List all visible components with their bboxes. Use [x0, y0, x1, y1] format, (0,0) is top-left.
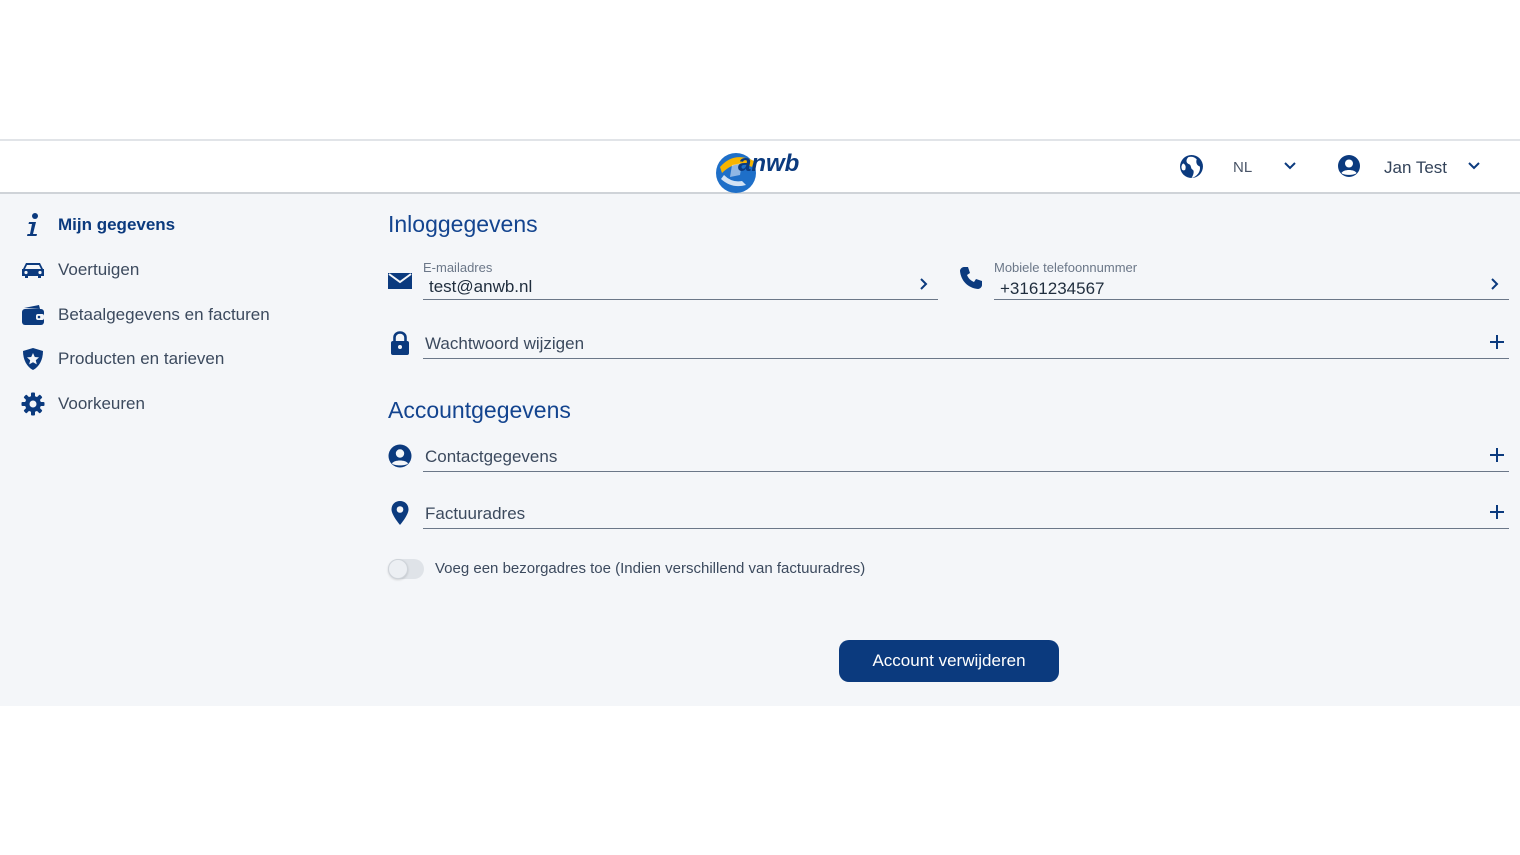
shield-star-icon: [20, 346, 46, 372]
chevron-down-icon[interactable]: [1466, 158, 1482, 174]
email-value: test@anwb.nl: [429, 277, 533, 296]
toggle-knob: [388, 559, 408, 579]
delete-account-button[interactable]: Account verwijderen: [839, 640, 1059, 682]
email-field[interactable]: [423, 262, 938, 300]
gear-icon: [20, 391, 46, 417]
sidebar-item-label: Voorkeuren: [58, 394, 145, 413]
lock-icon: [387, 330, 413, 356]
contact-label: Contactgegevens: [425, 447, 558, 466]
plus-icon: [1489, 334, 1505, 350]
user-name[interactable]: Jan Test: [1384, 158, 1448, 177]
sidebar-item-producten[interactable]: [20, 344, 224, 374]
sidebar-item-betaalgegevens[interactable]: [20, 300, 270, 330]
chevron-right-icon: [916, 276, 932, 292]
password-label: Wachtwoord wijzigen: [425, 334, 585, 353]
anwb-logo[interactable]: [712, 145, 806, 193]
chevron-down-icon[interactable]: [1282, 158, 1298, 174]
app-frame: [0, 139, 1520, 706]
globe-icon[interactable]: [1179, 154, 1204, 179]
phone-field[interactable]: [994, 262, 1509, 300]
delivery-address-toggle[interactable]: [388, 559, 424, 579]
plus-icon: [1489, 447, 1505, 463]
user-avatar-icon[interactable]: [1337, 154, 1361, 178]
phone-icon: [958, 265, 984, 291]
location-pin-icon: [387, 500, 413, 526]
sidebar-item-label: Voertuigen: [58, 260, 140, 279]
car-icon: [20, 257, 46, 283]
wallet-icon: [20, 302, 46, 328]
svg-text:anwb: anwb: [738, 150, 800, 177]
user-circle-icon: [387, 443, 413, 469]
sidebar-item-label: Betaalgegevens en facturen: [58, 305, 270, 324]
envelope-icon: [387, 268, 413, 294]
language-label[interactable]: NL: [1233, 159, 1253, 176]
chevron-right-icon: [1487, 276, 1503, 292]
sidebar-item-label: Mijn gegevens: [58, 215, 176, 234]
delivery-address-toggle-label: Voeg een bezorgadres toe (Indien verschillend van factuuradres): [435, 560, 866, 577]
phone-value: +3161234567: [1000, 279, 1105, 298]
plus-icon: [1489, 504, 1505, 520]
sidebar-item-label: Producten en tarieven: [58, 349, 225, 368]
sidebar-item-voertuigen[interactable]: [20, 255, 139, 285]
email-label: E-mailadres: [423, 260, 493, 275]
login-section-title: Inloggegevens: [388, 211, 538, 237]
sidebar-item-voorkeuren[interactable]: [20, 389, 145, 419]
invoice-label: Factuuradres: [425, 504, 526, 523]
sidebar-item-mijn-gegevens[interactable]: [20, 210, 175, 240]
info-icon: [20, 212, 46, 238]
phone-label: Mobiele telefoonnummer: [994, 260, 1138, 275]
change-password-row[interactable]: [423, 327, 1509, 359]
top-bar: [0, 141, 1520, 194]
account-section-title: Accountgegevens: [388, 397, 571, 423]
contact-details-row[interactable]: [423, 440, 1509, 472]
invoice-address-row[interactable]: [423, 497, 1509, 529]
